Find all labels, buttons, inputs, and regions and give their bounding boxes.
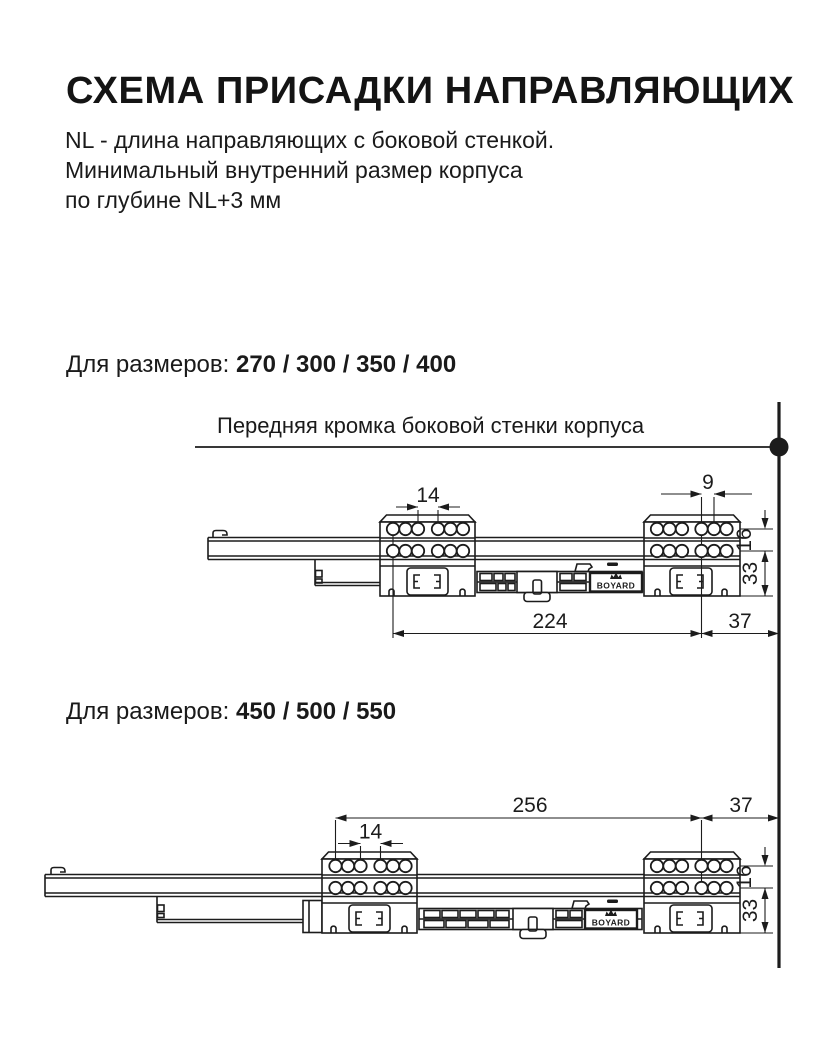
dim-row-spacing-1: 16 [733, 528, 756, 552]
front-edge-label: Передняя кромка боковой стенки корпуса [217, 413, 645, 438]
intro-line-1: NL - длина направляющих с боковой стенкой. [65, 127, 555, 153]
brand-plate-1 [590, 573, 642, 592]
intro-line-2: Минимальный внутренний размер корпуса [65, 157, 523, 183]
section2-prefix: Для размеров: [66, 698, 236, 725]
dim-row-spacing-2: 16 [733, 865, 756, 889]
dim-bottom-offset-1: 33 [739, 561, 762, 586]
dim-hole-pitch-front-1: 9 [702, 471, 714, 494]
dim-hole-pitch-1: 14 [416, 484, 440, 507]
dim-hole-span-2: 256 [512, 794, 548, 817]
brand-text-1: BOYARD [596, 580, 636, 591]
adjust-lever-icon [575, 564, 592, 572]
dim-bottom-offset-2: 33 [739, 898, 762, 923]
intro-line-3: по глубине NL+3 мм [65, 187, 282, 213]
rail-hook-icon [51, 868, 65, 875]
diagram-450-550 [45, 794, 779, 939]
slide-mechanism-1 [477, 563, 642, 602]
front-edge-dot [770, 438, 789, 457]
page-title: СХЕМА ПРИСАДКИ НАПРАВЛЯЮЩИХ [66, 70, 795, 112]
brand-plate-2 [585, 910, 637, 929]
section1-prefix: Для размеров: [66, 351, 236, 378]
diagram-270-400 [208, 471, 779, 638]
section1-sizes: 270 / 300 / 350 / 400 [235, 351, 457, 378]
slide-mechanism-2 [419, 900, 642, 939]
dim-hole-span-1: 224 [532, 610, 568, 633]
brand-text-2: BOYARD [591, 917, 631, 928]
rail-hook-icon [213, 531, 227, 538]
adjust-lever-icon [572, 901, 589, 909]
dim-front-offset-2: 37 [729, 794, 753, 817]
dim-hole-pitch-2: 14 [358, 820, 383, 844]
dim-front-offset-1: 37 [728, 610, 752, 633]
section2-sizes: 450 / 500 / 550 [235, 698, 397, 725]
